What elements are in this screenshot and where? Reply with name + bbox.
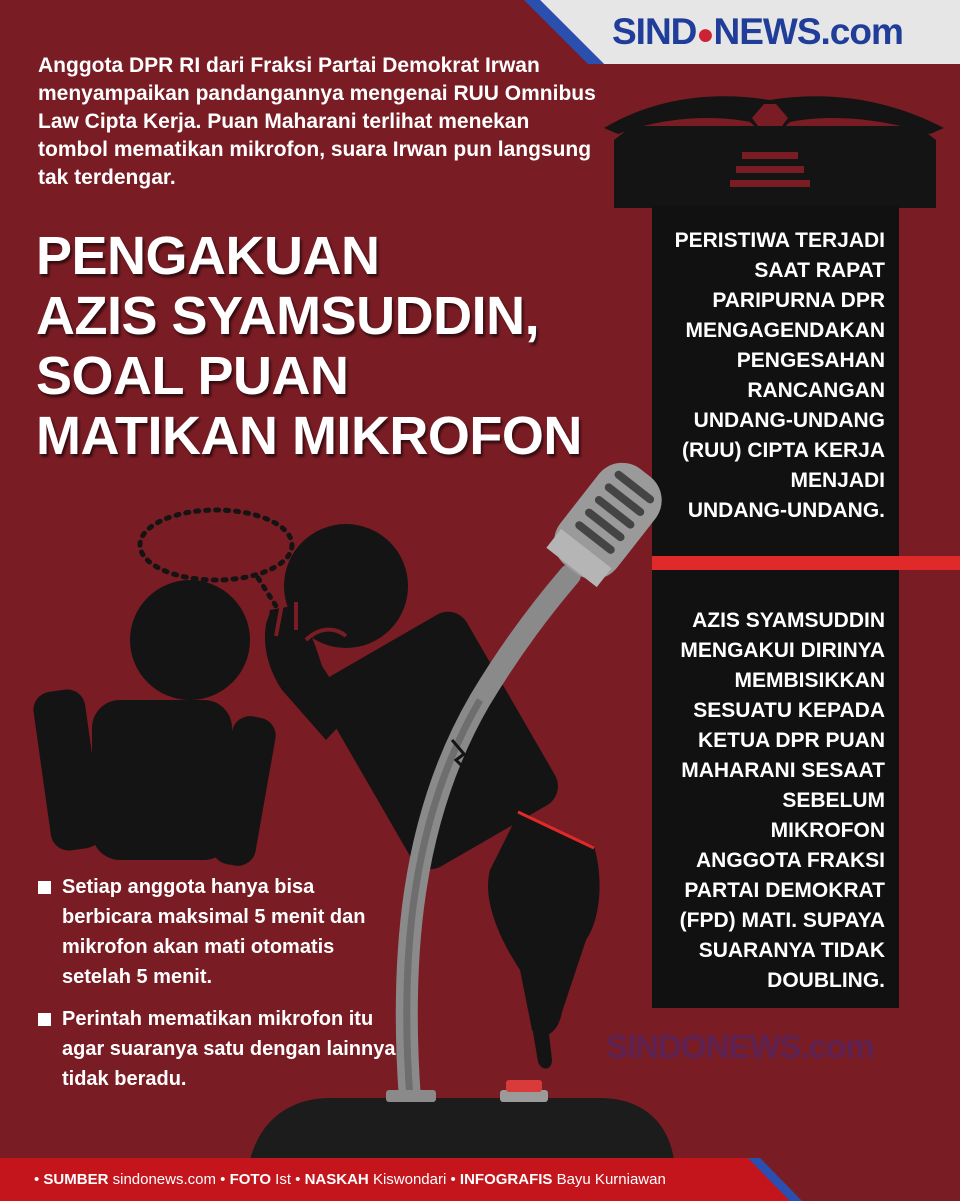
red-divider [652, 556, 960, 570]
panel-top-line: SAAT RAPAT [754, 259, 885, 282]
panel-top-line: PARIPURNA DPR [712, 289, 885, 312]
bullet-square-icon [38, 1013, 51, 1026]
footer-sumber-label: SUMBER [43, 1171, 109, 1188]
headline-line: SOAL PUAN [36, 346, 349, 406]
footer-bullet: • [450, 1171, 460, 1188]
panel-bottom-line: MIKROFON [770, 819, 885, 842]
footer-credits [34, 1170, 666, 1190]
panel-bottom-line: MEMBISIKKAN [734, 669, 885, 692]
footer-naskah-label: NASKAH [304, 1171, 369, 1188]
panel-top-line: PERISTIWA TERJADI [674, 229, 885, 252]
footer-infografis-label: INFOGRAFIS [459, 1171, 553, 1188]
bullet-text: Perintah mematikan mikrofon itu agar suaranya satu dengan lainnya tidak beradu. [62, 1008, 396, 1090]
panel-top-line: RANCANGAN [747, 379, 885, 402]
pointing-hand-icon [488, 812, 599, 1069]
panel-top-text [652, 226, 885, 526]
bullet-text: Setiap anggota hanya bisa berbicara maksimal 5 menit dan mikrofon akan mati otomatis setelah 5 menit. [62, 876, 366, 988]
panel-bottom-line: ANGGOTA FRAKSI [696, 849, 885, 872]
watermark: SINDONEWS.com [606, 1028, 874, 1065]
panel-bottom-line: KETUA DPR PUAN [697, 729, 885, 752]
panel-bottom-line: SUARANYA TIDAK [698, 939, 885, 962]
sindonews-logo[interactable] [612, 10, 903, 54]
panel-bottom-line: (FPD) MATI. SUPAYA [679, 909, 885, 932]
panel-top-line: MENGAGENDAKAN [685, 319, 885, 342]
panel-top-line: (RUU) CIPTA KERJA [682, 439, 885, 462]
panel-bottom-line: DOUBLING. [767, 969, 885, 992]
headline [36, 226, 636, 466]
logo-text-com: .com [820, 11, 903, 52]
panel-top-line: UNDANG-UNDANG [693, 409, 885, 432]
bullet-item [38, 872, 408, 992]
headline-line: PENGAKUAN [36, 226, 380, 286]
headline-line: AZIS SYAMSUDDIN, [36, 286, 540, 346]
headline-line: MATIKAN MIKROFON [36, 406, 582, 466]
intro-paragraph: Anggota DPR RI dari Fraksi Partai Demokrat Irwan menyampaikan pandangannya mengenai RUU Omnibus Law Cipta Kerja. Puan Maharani terlihat menekan tombol mematikan mikrofon, suara Irwan pun langsung tak terdengar. [38, 54, 596, 189]
panel-bottom-line: SESUATU KEPADA [693, 699, 885, 722]
parliament-building-icon [604, 96, 944, 208]
panel-bottom-line: AZIS SYAMSUDDIN [692, 609, 885, 632]
panel-top-line: MENJADI [790, 469, 885, 492]
logo-text-news: NEWS [713, 11, 821, 52]
footer-sumber-value[interactable]: sindonews.com [112, 1171, 216, 1188]
panel-bottom-line: MAHARANI SESAAT [681, 759, 885, 782]
footer-foto-value: Ist [275, 1171, 291, 1188]
logo-text-sind: SIND [612, 11, 697, 52]
footer-bullet: • [220, 1171, 230, 1188]
bullet-square-icon [38, 881, 51, 894]
bullet-item [38, 1004, 408, 1094]
panel-bottom-line: MENGAKUI DIRINYA [680, 639, 885, 662]
footer-bullet: • [34, 1171, 44, 1188]
panel-top-line: UNDANG-UNDANG. [687, 499, 885, 522]
panel-top-line: PENGESAHAN [736, 349, 885, 372]
bullet-list [38, 872, 408, 1106]
panel-bottom-text [652, 606, 885, 996]
footer-bullet: • [295, 1171, 305, 1188]
panel-bottom-line: PARTAI DEMOKRAT [684, 879, 885, 902]
footer-infografis-value: Bayu Kurniawan [556, 1171, 666, 1188]
footer-naskah-value: Kiswondari [372, 1171, 447, 1188]
panel-bottom-line: SEBELUM [782, 789, 885, 812]
footer-foto-label: FOTO [229, 1171, 271, 1188]
logo-globe-icon: ● [696, 18, 714, 51]
